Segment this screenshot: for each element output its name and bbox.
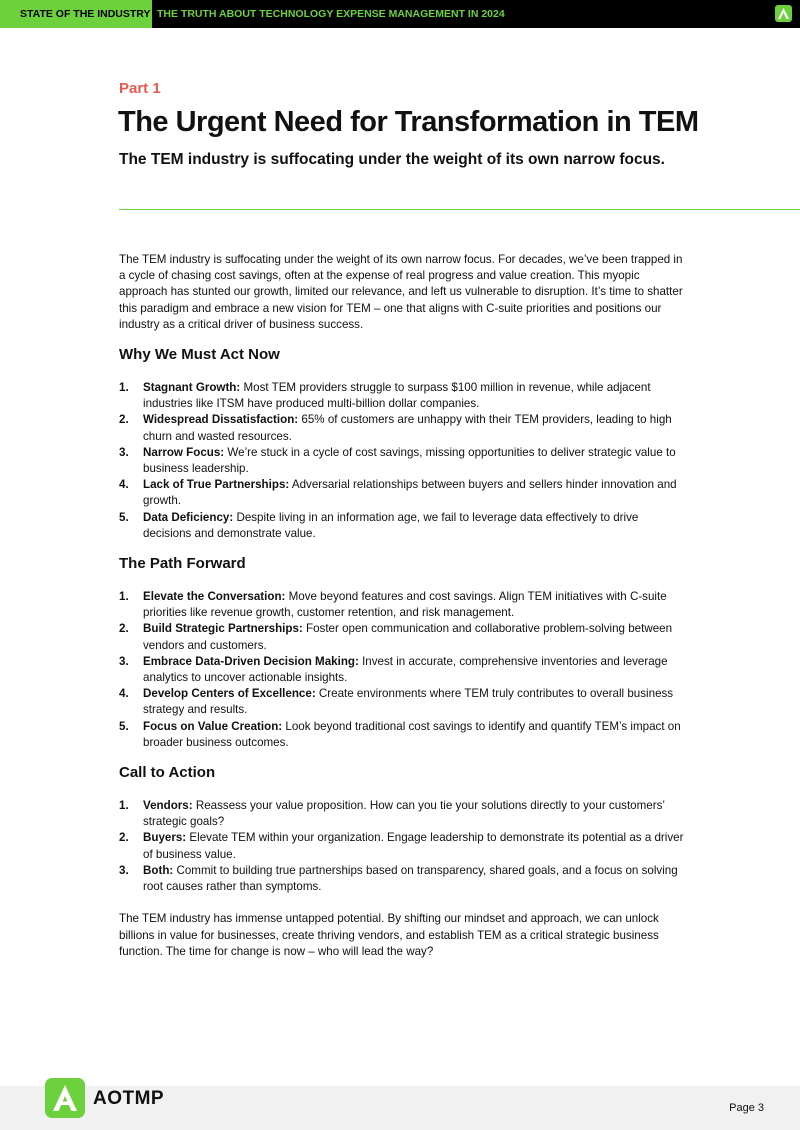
- item-lead: Widespread Dissatisfaction:: [143, 413, 299, 427]
- item-number: 2.: [119, 831, 129, 845]
- item-number: 4.: [119, 478, 129, 492]
- item-lead: Narrow Focus:: [143, 445, 225, 459]
- closing-paragraph: The TEM industry has immense untapped potential. By shifting our mindset and approach, we can unlock billions in value for businesses, create thriving vendors, and establish TEM as a critical strategic business function. The time for change is now – who will lead the way?: [119, 912, 659, 958]
- list-item: [119, 863, 689, 895]
- item-lead: Build Strategic Partnerships:: [143, 622, 303, 636]
- list-item: [119, 798, 689, 830]
- report-title: THE TRUTH ABOUT TECHNOLOGY EXPENSE MANAGEMENT IN 2024: [157, 8, 505, 20]
- item-number: 5.: [119, 510, 129, 524]
- section-heading: Why We Must Act Now: [119, 346, 280, 364]
- item-text: Reassess your value proposition. How can you tie your solutions directly to your customers’ strategic goals?: [143, 799, 665, 829]
- item-text: Most TEM providers struggle to surpass $100 million in revenue, while adjacent industries like ITSM have produced multi-billion dollar companies.: [143, 381, 651, 411]
- item-text: Look beyond traditional cost savings to identify and quantify TEM’s impact on broader business outcomes.: [143, 719, 681, 749]
- numbered-list: [119, 798, 689, 895]
- item-text: We’re stuck in a cycle of cost savings, missing opportunities to deliver strategic value to business leadership.: [143, 445, 676, 476]
- article-body: [119, 252, 689, 960]
- item-number: 4.: [119, 687, 129, 701]
- item-text: Foster open communication and collaborative problem-solving between vendors and customers.: [143, 622, 673, 652]
- item-number: 3.: [119, 863, 129, 877]
- item-text: Elevate TEM within your organization. Engage leadership to demonstrate its potential as a driver of business value.: [143, 831, 684, 861]
- list-item: [119, 445, 689, 477]
- page-title: The Urgent Need for Transformation in TEM: [118, 106, 699, 138]
- item-number: 3.: [119, 654, 129, 668]
- item-number: 1.: [119, 381, 129, 395]
- item-text: Commit to building true partnerships based on transparency, shared goals, and a focus on solving root causes rather than symptoms.: [143, 863, 678, 894]
- numbered-list: [119, 589, 689, 751]
- item-lead: Data Deficiency:: [143, 510, 234, 524]
- item-lead: Develop Centers of Excellence:: [143, 687, 316, 701]
- item-number: 3.: [119, 445, 129, 459]
- item-lead: Lack of True Partnerships:: [143, 478, 290, 492]
- item-text: Invest in accurate, comprehensive inventories and leverage analytics to uncover actionable insights.: [143, 654, 668, 685]
- brand-name: AOTMP: [93, 1088, 165, 1109]
- part-label: Part 1: [119, 80, 161, 97]
- item-lead: Elevate the Conversation:: [143, 590, 286, 604]
- item-lead: Both:: [143, 863, 174, 877]
- item-text: Adversarial relationships between buyers and sellers hinder innovation and growth.: [143, 478, 677, 508]
- page-number: Page 3: [729, 1102, 764, 1114]
- aotmp-logo-icon: [45, 1078, 85, 1118]
- aotmp-logo-icon: [775, 5, 792, 22]
- item-lead: Stagnant Growth:: [143, 381, 241, 395]
- section-heading: The Path Forward: [119, 555, 246, 573]
- numbered-list: [119, 380, 689, 542]
- section-tag: STATE OF THE INDUSTRY: [0, 0, 152, 28]
- list-item: [119, 380, 689, 412]
- item-lead: Focus on Value Creation:: [143, 719, 283, 733]
- item-number: 1.: [119, 799, 129, 813]
- item-text: Despite living in an information age, we fail to leverage data effectively to drive decisions and demonstrate value.: [143, 510, 639, 540]
- item-lead: Embrace Data-Driven Decision Making:: [143, 654, 359, 668]
- list-item: [119, 412, 689, 444]
- item-number: 1.: [119, 590, 129, 604]
- list-item: [119, 719, 689, 751]
- list-item: [119, 830, 689, 862]
- item-lead: Buyers:: [143, 831, 187, 845]
- list-item: [119, 654, 689, 686]
- item-number: 5.: [119, 719, 129, 733]
- list-item: [119, 510, 689, 542]
- page-footer: [0, 1086, 800, 1130]
- intro-paragraph: The TEM industry is suffocating under the weight of its own narrow focus. For decades, we’ve been trapped in a cycle of chasing cost savings, often at the expense of real progress and value creation. This myopic approach has stunted our growth, limited our relevance, and left us vulnerable to disruption. It’s time to shatter this paradigm and embrace a new vision for TEM – one that aligns with C-suite priorities and positions our industry as a critical driver of business success.: [119, 253, 683, 331]
- section-heading: Call to Action: [119, 764, 216, 782]
- item-number: 2.: [119, 413, 129, 427]
- divider: [119, 209, 800, 210]
- item-number: 2.: [119, 622, 129, 636]
- item-text: Create environments where TEM truly contributes to overall business strategy and results.: [143, 687, 674, 717]
- page-subtitle: The TEM industry is suffocating under the weight of its own narrow focus.: [119, 151, 665, 168]
- top-banner: [0, 0, 800, 28]
- item-text: Move beyond features and cost savings. Align TEM initiatives with C-suite priorities like revenue growth, customer retention, and risk management.: [143, 590, 667, 620]
- list-item: [119, 589, 689, 621]
- list-item: [119, 621, 689, 653]
- item-text: 65% of customers are unhappy with their TEM providers, leading to high churn and wasted resources.: [143, 413, 672, 443]
- list-item: [119, 477, 689, 509]
- list-item: [119, 686, 689, 718]
- item-lead: Vendors:: [143, 799, 193, 813]
